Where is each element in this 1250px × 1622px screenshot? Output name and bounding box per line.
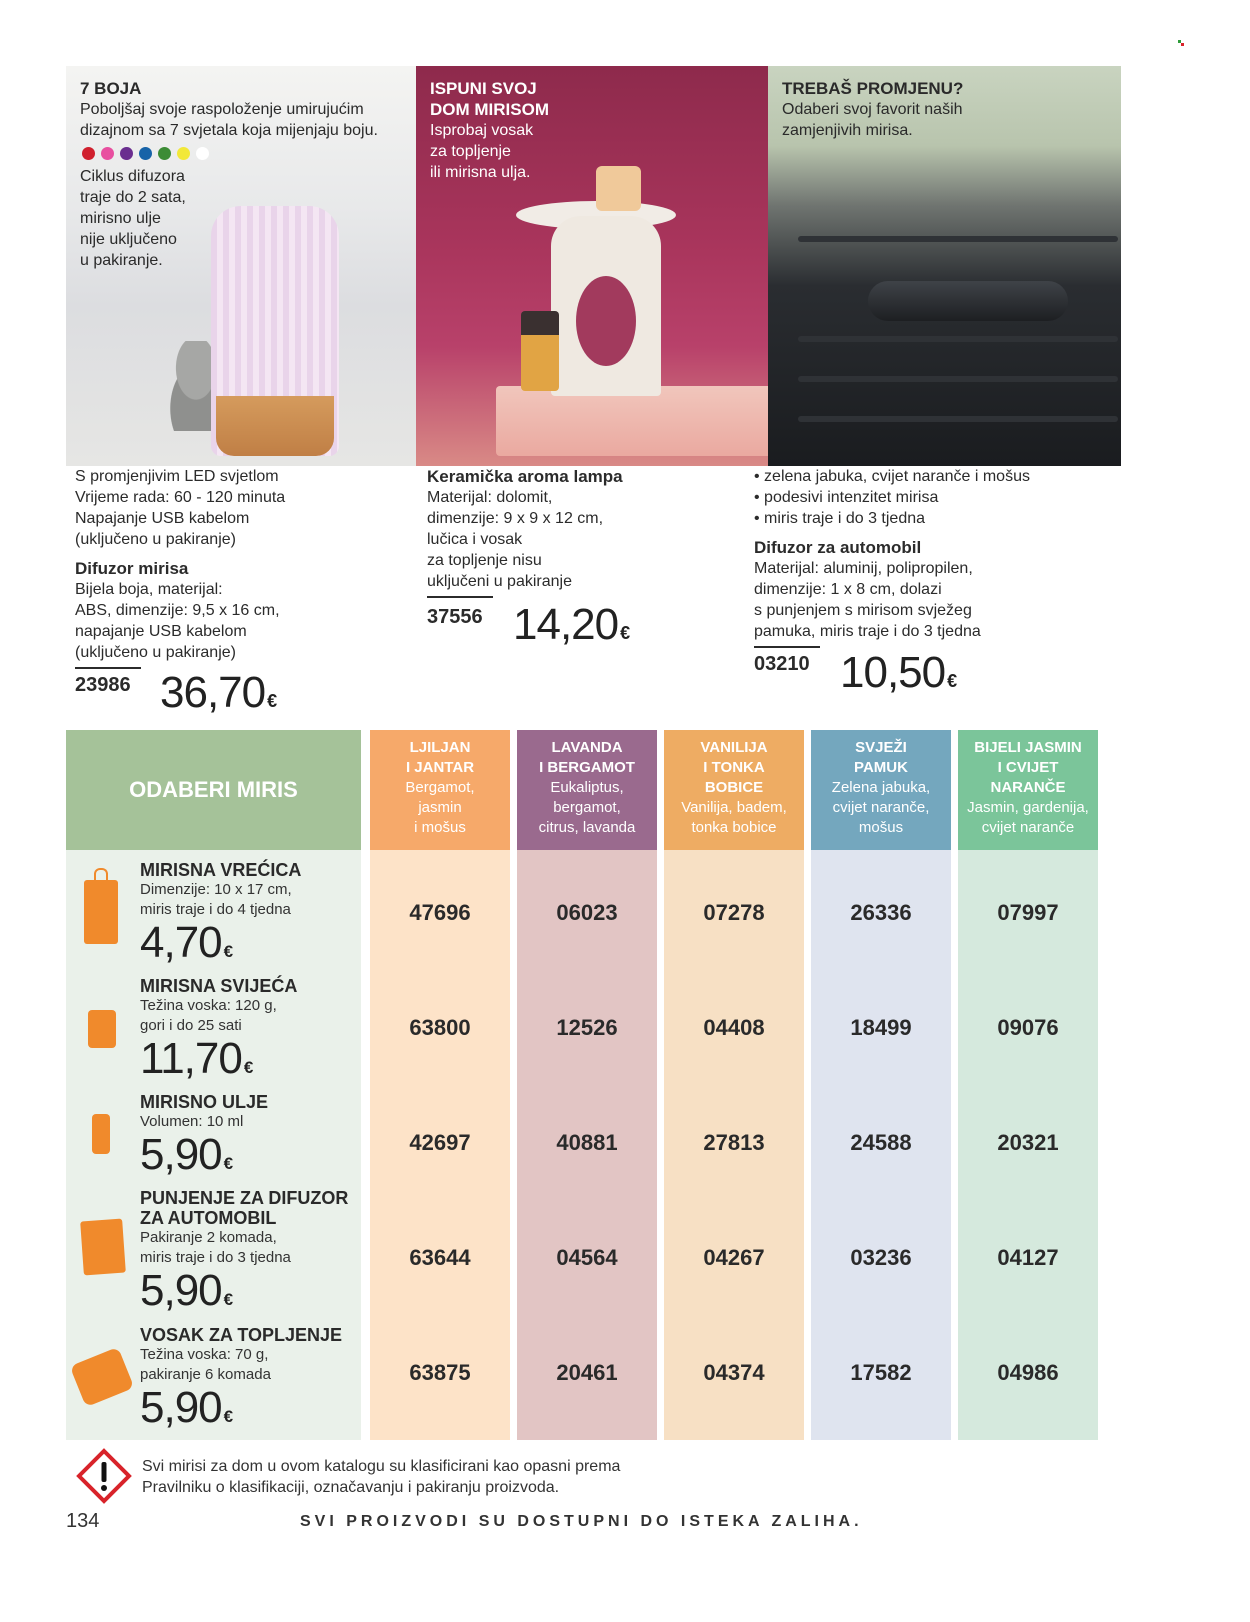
fragrance-name: BOBICE <box>704 779 764 796</box>
currency: € <box>620 623 630 643</box>
hazard-exclamation-icon <box>76 1448 132 1504</box>
hero-extra-line: nije uključeno <box>80 231 177 248</box>
warning-line: Pravilniku o klasifikaciji, označavanju i pakiranju proizvoda. <box>142 1479 560 1496</box>
product-code-cell: 63875 <box>409 1360 471 1385</box>
product-code-cell: 63800 <box>409 1015 471 1040</box>
hero-extra-line: Ciklus difuzora <box>80 168 185 185</box>
hero-text <box>80 78 378 271</box>
hero-extra-line: u pakiranje. <box>80 252 163 269</box>
oil-bottle-icon <box>92 1114 110 1154</box>
corner-color-mark <box>1178 33 1184 39</box>
desc-line: Materijal: aluminij, polipropilen, <box>754 560 973 577</box>
item-price: 4,70 € <box>140 918 233 967</box>
diffuser-base-image <box>216 396 334 456</box>
hero-text <box>430 78 549 183</box>
fragrance-notes: bergamot, <box>553 799 621 816</box>
product-code-cell: 63644 <box>409 1245 471 1270</box>
item-desc: Pakiranje 2 komada, <box>140 1229 277 1246</box>
fragrance-column-lavender-bergamot <box>517 730 657 1440</box>
hero-line: Poboljšaj svoje raspoloženje umirujućim <box>80 101 364 118</box>
fragrance-notes: Eukaliptus, <box>550 779 624 796</box>
fragrance-name: VANILIJA <box>700 739 768 756</box>
hero-line: Isprobaj vosak <box>430 122 534 139</box>
product-code-cell: 09076 <box>997 1015 1059 1040</box>
desc-line: za topljenje nisu <box>427 552 542 569</box>
product-price <box>840 648 956 698</box>
fragrance-notes: mošus <box>858 819 904 836</box>
color-dots <box>82 147 378 160</box>
candle-icon <box>88 1010 116 1048</box>
product-code-cell: 17582 <box>850 1360 912 1385</box>
availability-slogan: SVI PROIZVODI SU DOSTUPNI DO ISTEKA ZALIHA. <box>300 1513 863 1530</box>
vent-slat <box>798 376 1118 382</box>
bullet-line: • podesivi intenzitet mirisa <box>754 489 939 506</box>
fragrance-body <box>517 850 657 1440</box>
product-code-cell: 18499 <box>850 1015 912 1040</box>
hero-extra-line: traje do 2 sata, <box>80 189 186 206</box>
fragrance-body <box>370 850 510 1440</box>
product-code-cell: 04986 <box>997 1360 1059 1385</box>
fragrance-notes: citrus, lavanda <box>538 819 636 836</box>
hero-title: 7 BOJA <box>80 79 142 98</box>
fragrance-name: LAVANDA <box>551 739 623 756</box>
item-name: ZA AUTOMOBIL <box>140 1208 277 1228</box>
fragrance-body <box>664 850 804 1440</box>
fragrance-column-fresh-cotton <box>811 730 951 1440</box>
fragrance-notes: cvijet naranče, <box>832 799 930 816</box>
product-code-cell: 26336 <box>850 900 912 925</box>
fragrance-notes: jasmin <box>418 799 462 816</box>
item-desc: pakiranje 6 komada <box>140 1366 271 1383</box>
divider <box>427 596 493 598</box>
hero-title: ISPUNI SVOJ <box>430 79 537 98</box>
product-code-cell: 07278 <box>703 900 765 925</box>
item-price: 5,90 € <box>140 1266 233 1315</box>
desc-line: ABS, dimenzije: 9,5 x 16 cm, <box>75 602 280 619</box>
hero-title: TREBAŠ PROMJENU? <box>782 79 964 98</box>
fragrance-header <box>664 730 804 850</box>
product-code: 03210 <box>754 653 810 675</box>
item-desc: Volumen: 10 ml <box>140 1113 244 1130</box>
hero-line: za topljenje <box>430 143 511 160</box>
product-name: Difuzor mirisa <box>75 559 189 578</box>
sachet-hook-icon <box>94 868 108 882</box>
sachet-icon <box>84 880 118 944</box>
item-price: 5,90 € <box>140 1130 233 1179</box>
product-code-cell: 40881 <box>556 1130 618 1155</box>
fragrance-name: LJILJAN <box>409 739 471 756</box>
oil-bottle-image <box>521 311 559 391</box>
product-diffuser-info <box>75 466 285 669</box>
warning-line: Svi mirisi za dom u ovom katalogu su klasificirani kao opasni prema <box>142 1458 621 1475</box>
item-desc: gori i do 25 sati <box>140 1017 242 1034</box>
desc-line: lučica i vosak <box>427 531 523 548</box>
vent-slat <box>798 336 1118 342</box>
divider <box>75 667 141 669</box>
currency: € <box>267 691 277 711</box>
product-code: 37556 <box>427 606 483 628</box>
item-name: MIRISNA VREĆICA <box>140 860 302 880</box>
color-dot-icon <box>120 147 133 160</box>
product-code-cell: 20321 <box>997 1130 1059 1155</box>
bullet-line: • miris traje i do 3 tjedna <box>754 510 926 527</box>
product-code-cell: 04127 <box>997 1245 1059 1270</box>
product-code-cell: 07997 <box>997 900 1059 925</box>
fragrance-notes: i mošus <box>414 819 466 836</box>
bullet-line: • zelena jabuka, cvijet naranče i mošus <box>754 468 1030 485</box>
color-dot-icon <box>139 147 152 160</box>
fragrance-name: PAMUK <box>854 759 908 776</box>
product-price <box>513 600 629 650</box>
fragrance-column-vanilla-tonka <box>664 730 804 1440</box>
fragrance-body <box>811 850 951 1440</box>
feature-line: Napajanje USB kabelom <box>75 510 250 527</box>
wax-cube-image <box>596 166 641 211</box>
item-name: MIRISNA SVIJEĆA <box>140 976 298 996</box>
fragrance-notes: tonka bobice <box>691 819 777 836</box>
fragrance-notes: Vanilija, badem, <box>681 799 787 816</box>
item-name: PUNJENJE ZA DIFUZOR <box>140 1188 349 1208</box>
product-code-cell: 27813 <box>703 1130 765 1155</box>
fragrance-name: I CVIJET <box>997 759 1059 776</box>
item-desc: Dimenzije: 10 x 17 cm, <box>140 881 292 898</box>
desc-line: s punjenjem s mirisom svježeg <box>754 602 972 619</box>
feature-line: Vrijeme rada: 60 - 120 minuta <box>75 489 286 506</box>
refill-icon <box>80 1219 126 1276</box>
lamp-opening-image <box>576 276 636 366</box>
product-car-diffuser-info <box>754 466 1030 648</box>
product-code-cell: 20461 <box>556 1360 618 1385</box>
product-code-cell: 04267 <box>703 1245 765 1270</box>
desc-line: dimenzije: 1 x 8 cm, dolazi <box>754 581 942 598</box>
feature-line: (uključeno u pakiranje) <box>75 531 236 548</box>
product-code-cell: 12526 <box>556 1015 618 1040</box>
fragrance-name: I JANTAR <box>405 759 475 776</box>
feature-line: S promjenjivim LED svjetlom <box>75 468 279 485</box>
desc-line: (uključeno u pakiranje) <box>75 644 236 661</box>
item-price: 5,90 € <box>140 1383 233 1432</box>
fragrance-column-lily-amber <box>370 730 510 1440</box>
table-title: ODABERI MIRIS <box>66 730 361 850</box>
color-dot-icon <box>82 147 95 160</box>
fragrance-column-jasmine-orange-blossom <box>958 730 1098 1440</box>
fragrance-header <box>370 730 510 850</box>
product-lamp-info <box>427 466 623 598</box>
color-dot-icon <box>158 147 171 160</box>
currency: € <box>947 671 957 691</box>
hero-led-diffuser <box>66 66 416 466</box>
vent-slat <box>798 236 1118 242</box>
divider <box>754 646 820 648</box>
item-desc: miris traje i do 3 tjedna <box>140 1249 291 1266</box>
books-image <box>496 386 768 456</box>
fragrance-name: I TONKA <box>703 759 765 776</box>
product-code-cell: 42697 <box>409 1130 471 1155</box>
color-dot-icon <box>177 147 190 160</box>
fragrance-name: NARANČE <box>990 779 1066 796</box>
desc-line: dimenzije: 9 x 9 x 12 cm, <box>427 510 604 527</box>
hero-extra-line: mirisno ulje <box>80 210 161 227</box>
desc-line: uključeni u pakiranje <box>427 573 572 590</box>
car-diffuser-image <box>868 281 1068 321</box>
product-code-cell: 03236 <box>850 1245 912 1270</box>
fragrance-header <box>811 730 951 850</box>
vent-slat <box>798 416 1118 422</box>
fragrance-header <box>517 730 657 850</box>
item-desc: miris traje i do 4 tjedna <box>140 901 291 918</box>
product-code: 23986 <box>75 674 131 696</box>
price-value: 10,50 <box>840 648 946 697</box>
fragrance-header <box>958 730 1098 850</box>
fragrance-body <box>958 850 1098 1440</box>
product-code-cell: 47696 <box>409 900 471 925</box>
hero-aroma-lamp <box>416 66 768 466</box>
item-name: MIRISNO ULJE <box>140 1092 269 1112</box>
fragrance-notes: cvijet naranče <box>981 819 1075 836</box>
fragrance-name: I BERGAMOT <box>539 759 635 776</box>
page-number: 134 <box>66 1510 100 1532</box>
hero-car-diffuser <box>768 66 1121 466</box>
product-code-cell: 04564 <box>556 1245 618 1270</box>
desc-line: Bijela boja, materijal: <box>75 581 223 598</box>
item-desc: Težina voska: 120 g, <box>140 997 277 1014</box>
product-price <box>160 668 276 718</box>
price-value: 14,20 <box>513 600 619 649</box>
product-code-cell: 04408 <box>703 1015 765 1040</box>
item-desc: Težina voska: 70 g, <box>140 1346 269 1363</box>
item-price: 11,70 € <box>140 1034 253 1083</box>
hero-line: dizajnom sa 7 svjetala koja mijenjaju boju. <box>80 122 378 139</box>
fragrance-notes: Bergamot, <box>405 779 475 796</box>
hero-line: ili mirisna ulja. <box>430 164 531 181</box>
product-code-cell: 24588 <box>850 1130 912 1155</box>
desc-line: napajanje USB kabelom <box>75 623 247 640</box>
fragrance-notes: Zelena jabuka, <box>831 779 931 796</box>
hero-title: DOM MIRISOM <box>430 100 549 119</box>
fragrance-name: SVJEŽI <box>855 739 907 756</box>
product-name: Difuzor za automobil <box>754 538 922 557</box>
price-value: 36,70 <box>160 668 266 717</box>
hero-text <box>782 78 963 141</box>
fragrance-name: BIJELI JASMIN <box>974 739 1082 756</box>
color-dot-icon <box>101 147 114 160</box>
desc-line: Materijal: dolomit, <box>427 489 553 506</box>
hero-line: zamjenjivih mirisa. <box>782 122 913 139</box>
color-dot-icon <box>196 147 209 160</box>
product-name: Keramička aroma lampa <box>427 467 623 486</box>
item-name: VOSAK ZA TOPLJENJE <box>140 1325 343 1345</box>
fragrance-notes: Jasmin, gardenija, <box>967 799 1089 816</box>
desc-line: pamuka, miris traje i do 3 tjedna <box>754 623 981 640</box>
hazard-warning-text <box>142 1456 620 1498</box>
product-code-cell: 04374 <box>703 1360 765 1385</box>
product-code-cell: 06023 <box>556 900 618 925</box>
hero-line: Odaberi svoj favorit naših <box>782 101 963 118</box>
